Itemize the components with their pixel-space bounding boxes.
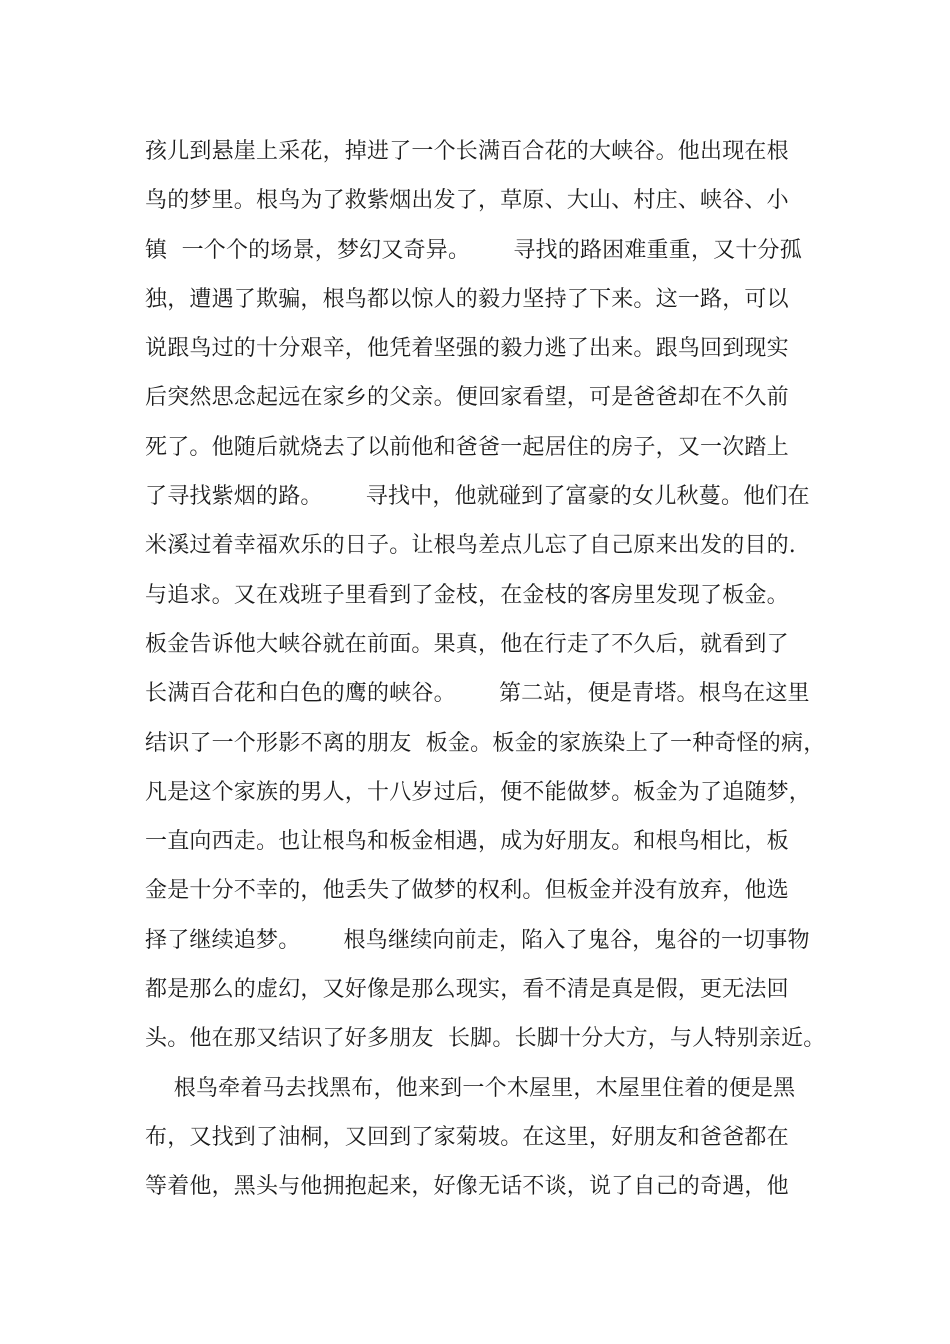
text-line: 布，又找到了油桐，又回到了家菊坡。在这里，好朋友和爸爸都在	[145, 1124, 789, 1150]
text-line: 凡是这个家族的男人，十八岁过后，便不能做梦。板金为了追随梦，	[145, 779, 812, 805]
text-line: 独，遭遇了欺骗，根鸟都以惊人的毅力坚持了下来。这一路，可以	[145, 286, 789, 312]
text-line: 孩儿到悬崖上采花，掉进了一个长满百合花的大峡谷。他出现在根	[145, 139, 789, 164]
text-line: 鸟的梦里。根鸟为了救紫烟出发了，草原、大山、村庄、峡谷、小	[145, 188, 789, 214]
text-line: 说跟鸟过的十分艰辛，他凭着坚强的毅力逃了出来。跟鸟回到现实	[145, 336, 789, 362]
text-line: 根鸟牵着马去找黑布，他来到一个木屋里，木屋里住着的便是黑	[145, 1075, 796, 1101]
text-line: 金是十分不幸的，他丢失了做梦的权利。但板金并没有放弃，他选	[145, 878, 789, 904]
text-line: 死了。他随后就烧去了以前他和爸爸一起居住的房子，又一次踏上	[145, 434, 789, 460]
text-line: 头。他在那又结识了好多朋友 长脚。长脚十分大方，与人特别亲近。	[145, 1026, 826, 1052]
text-line: 等着他，黑头与他拥抱起来，好像无话不谈，说了自己的奇遇，他	[145, 1174, 789, 1200]
text-line: 镇 一个个的场景，梦幻又奇异。 寻找的路困难重重，又十分孤	[145, 237, 802, 263]
text-line: 长满百合花和白色的鹰的峡谷。 第二站，便是青塔。根鸟在这里	[145, 681, 810, 707]
text-line: 了寻找紫烟的路。 寻找中，他就碰到了富豪的女儿秋蔓。他们在	[145, 484, 810, 510]
text-line: 一直向西走。也让根鸟和板金相遇，成为好朋友。和根鸟相比，板	[145, 829, 789, 855]
text-line: 结识了一个形影不离的朋友 板金。板金的家族染上了一种奇怪的病，	[145, 730, 826, 756]
text-line: 都是那么的虚幻，又好像是那么现实，看不清是真是假，更无法回	[145, 977, 789, 1003]
text-line: 与追求。又在戏班子里看到了金枝，在金枝的客房里发现了板金。	[145, 582, 789, 608]
text-line: 米溪过着幸福欢乐的日子。让根鸟差点儿忘了自己原来出发的目的.	[145, 533, 796, 559]
body-text	[145, 133, 825, 1218]
text-line: 板金告诉他大峡谷就在前面。果真，他在行走了不久后，就看到了	[145, 631, 789, 657]
text-line: 后突然思念起远在家乡的父亲。便回家看望，可是爸爸却在不久前	[145, 385, 789, 411]
text-line: 择了继续追梦。 根鸟继续向前走，陷入了鬼谷，鬼谷的一切事物	[145, 927, 810, 953]
